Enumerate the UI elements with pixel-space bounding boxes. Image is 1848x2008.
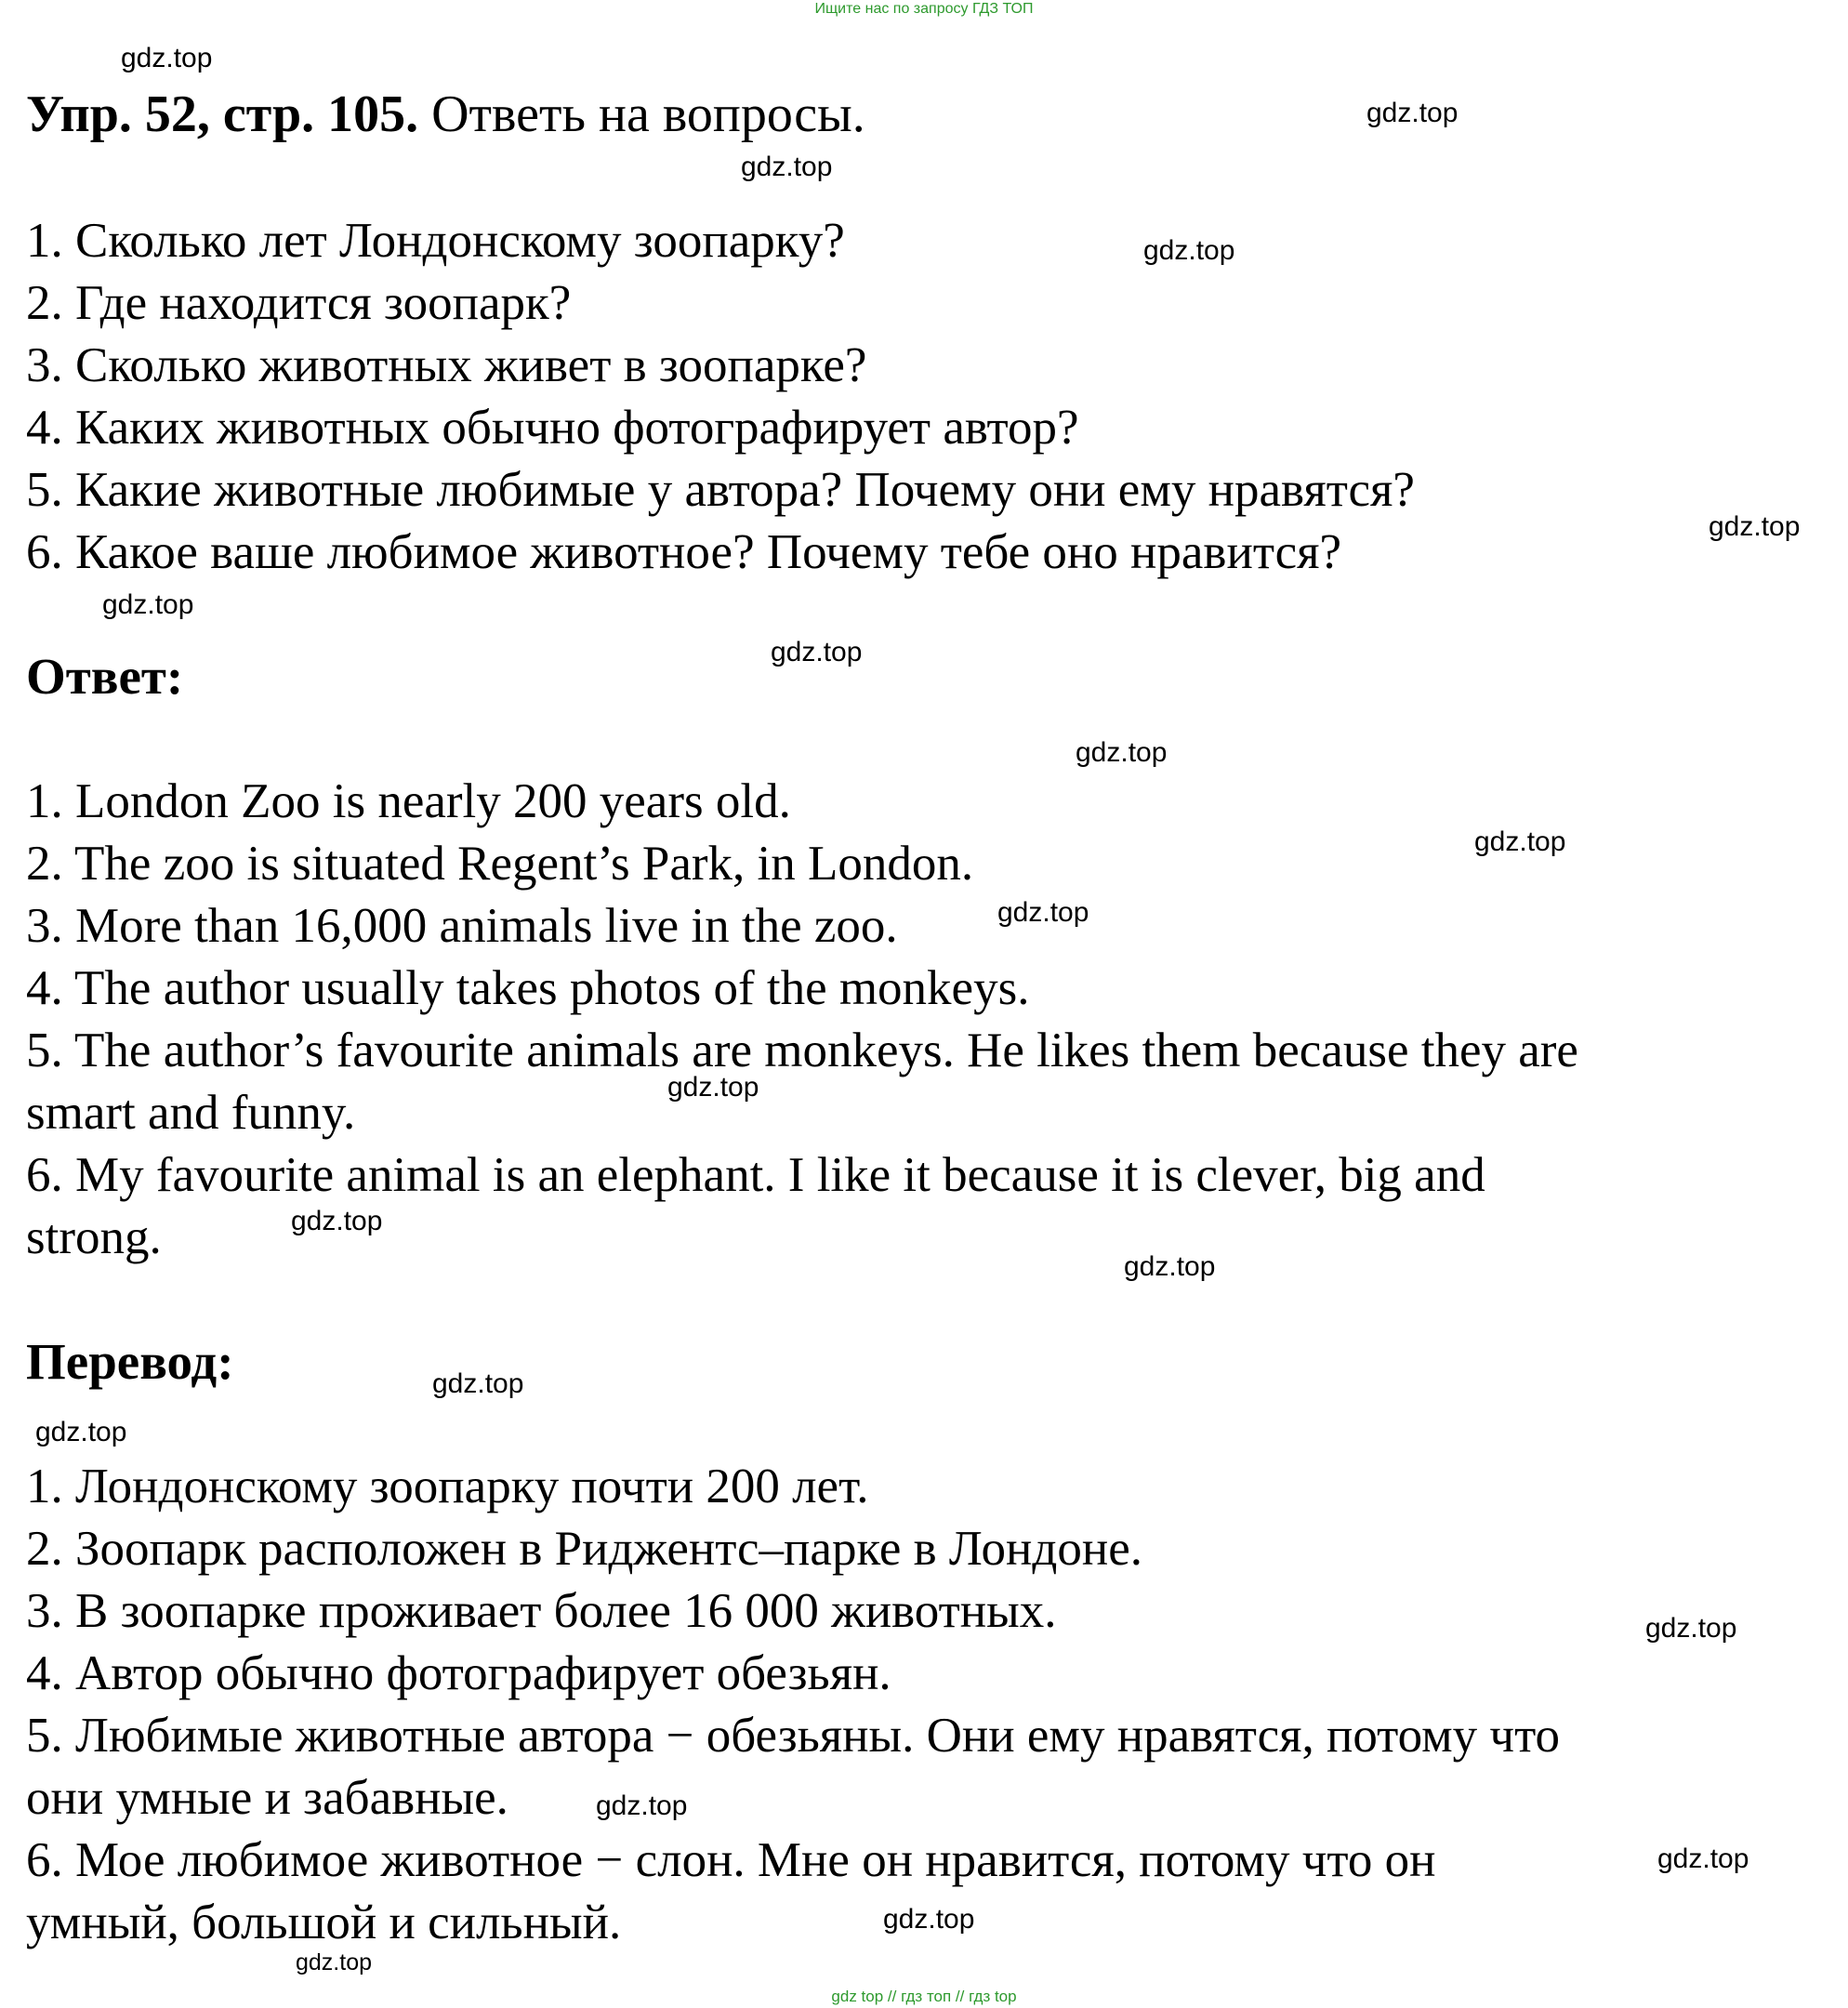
answer-line: 6. My favourite animal is an elephant. I like it because it is clever, big and — [26, 1148, 1485, 1202]
watermark: gdz.top — [771, 637, 863, 667]
translation-line: они умные и забавные. — [26, 1771, 508, 1825]
translation-line: 5. Любимые животные автора − обезьяны. Они ему нравятся, потому что — [26, 1709, 1561, 1763]
question-line: 3. Сколько животных живет в зоопарке? — [26, 338, 867, 392]
translation-line: 3. В зоопарке проживает более 16 000 животных. — [26, 1584, 1057, 1638]
answer-line: smart and funny. — [26, 1086, 356, 1140]
watermark: gdz.top — [432, 1368, 524, 1399]
watermark: gdz.top — [102, 589, 194, 620]
answer-line: strong. — [26, 1210, 162, 1264]
watermark: gdz.top — [883, 1904, 975, 1935]
translation-line: 4. Автор обычно фотографирует обезьян. — [26, 1646, 891, 1700]
exercise-title — [26, 84, 865, 145]
watermark: gdz.top — [997, 897, 1089, 928]
translation-line: 1. Лондонскому зоопарку почти 200 лет. — [26, 1460, 869, 1513]
question-line: 6. Какое ваше любимое животное? Почему тебе оно нравится? — [26, 525, 1342, 579]
exercise-number: Упр. 52, стр. 105. — [26, 86, 419, 143]
watermark: gdz.top — [1657, 1843, 1749, 1874]
question-line: 2. Где находится зоопарк? — [26, 276, 572, 330]
translation-line: умный, большой и сильный. — [26, 1896, 622, 1949]
translation-line: 6. Мое любимое животное − слон. Мне он нравится, потому что он — [26, 1833, 1436, 1887]
exercise-instruction: Ответь на вопросы. — [431, 86, 865, 143]
watermark: gdz.top — [667, 1072, 759, 1103]
watermark: gdz.top — [1124, 1251, 1216, 1282]
answer-line: 2. The zoo is situated Regent’s Park, in London. — [26, 837, 974, 891]
answer-line: 1. London Zoo is nearly 200 years old. — [26, 774, 791, 828]
watermark: gdz.top — [1474, 826, 1566, 857]
watermark: gdz.top — [1076, 737, 1168, 768]
watermark: gdz.top — [296, 1949, 373, 1975]
watermark: gdz.top — [596, 1790, 688, 1821]
answer-line: 3. More than 16,000 animals live in the zoo. — [26, 899, 898, 953]
watermark: gdz.top — [741, 152, 833, 182]
answer-line: 4. The author usually takes photos of the monkeys. — [26, 961, 1030, 1015]
question-line: 1. Сколько лет Лондонскому зоопарку? — [26, 214, 845, 268]
answer-line: 5. The author’s favourite animals are monkeys. He likes them because they are — [26, 1024, 1578, 1077]
watermark: gdz.top — [1366, 98, 1459, 128]
watermark: gdz.top — [1645, 1613, 1737, 1644]
watermark: gdz.top — [35, 1417, 127, 1447]
bottom-site-links[interactable]: gdz top // гдз топ // гдз top — [831, 1988, 1017, 2005]
watermark: gdz.top — [291, 1206, 383, 1236]
watermark: gdz.top — [1143, 235, 1235, 266]
question-line: 4. Каких животных обычно фотографирует автор? — [26, 401, 1079, 455]
watermark: gdz.top — [121, 43, 213, 73]
translation-line: 2. Зоопарк расположен в Риджентс–парке в Лондоне. — [26, 1522, 1143, 1576]
question-line: 5. Какие животные любимые у автора? Почему они ему нравятся? — [26, 463, 1415, 517]
watermark: gdz.top — [1709, 511, 1801, 542]
top-search-note: Ищите нас по запросу ГДЗ ТОП — [814, 1, 1034, 17]
translation-heading: Перевод: — [26, 1333, 234, 1390]
answer-heading: Ответ: — [26, 648, 184, 705]
